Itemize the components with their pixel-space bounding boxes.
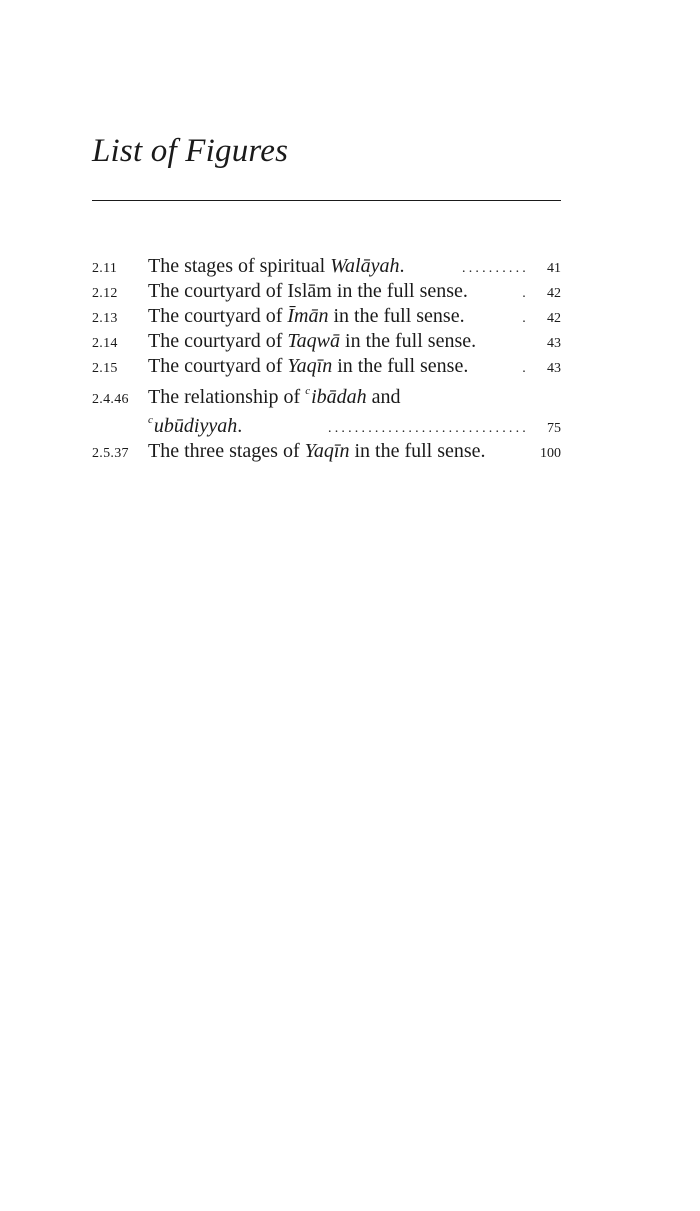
entry-line <box>148 355 529 380</box>
page-number: 100 <box>540 446 561 461</box>
caption-text: The three stages of <box>148 440 305 462</box>
figure-caption <box>148 255 404 278</box>
entry-body <box>148 440 529 463</box>
caption-italic: ibādah <box>311 386 367 408</box>
figure-number: 2.14 <box>92 336 118 351</box>
dot-leader: . <box>522 311 529 326</box>
figure-entry[interactable] <box>92 440 561 465</box>
dot-leader: . <box>522 286 529 301</box>
caption-italic: Taqwā <box>287 330 341 352</box>
page-number: 42 <box>547 311 561 326</box>
caption-text: and <box>366 386 401 408</box>
figure-entry[interactable] <box>92 330 561 355</box>
figure-number: 2.13 <box>92 311 118 326</box>
entry-line <box>148 409 529 440</box>
caption-text: . <box>399 255 405 277</box>
entry-body <box>148 305 529 330</box>
figure-caption <box>148 305 465 328</box>
entry-body <box>148 330 529 353</box>
caption-italic: Yaqīn <box>287 355 333 377</box>
caption-text: in the full sense. <box>332 355 469 377</box>
title-divider <box>92 200 561 201</box>
entry-line <box>148 280 529 305</box>
caption-text: The courtyard of <box>148 355 288 377</box>
dot-leader: .......... <box>462 261 529 276</box>
caption-italic: Īmān <box>287 305 329 327</box>
figure-number: 2.15 <box>92 361 118 376</box>
caption-italic: Walāyah <box>330 255 400 277</box>
entry-body <box>148 255 529 280</box>
figure-caption-continued <box>148 409 242 438</box>
caption-text: The courtyard of <box>148 305 288 327</box>
entry-body <box>148 355 529 380</box>
figure-caption <box>148 440 486 463</box>
dot-leader: .............................. <box>328 421 529 436</box>
caption-text: in the full sense. <box>349 440 486 462</box>
figure-entry[interactable] <box>92 280 561 305</box>
figure-caption <box>148 380 401 409</box>
ayn-mark: c <box>305 385 311 397</box>
caption-text: in the full sense. <box>328 305 465 327</box>
caption-italic: Yaqīn <box>304 440 350 462</box>
figure-entry[interactable] <box>92 305 561 330</box>
figure-number: 2.4.46 <box>92 392 129 407</box>
entry-body <box>148 280 529 305</box>
figure-caption <box>148 355 468 378</box>
figure-number: 2.5.37 <box>92 446 129 461</box>
caption-text: . <box>237 415 243 437</box>
caption-text: The courtyard of <box>148 330 288 352</box>
ayn-mark: c <box>148 414 153 426</box>
entry-line <box>148 380 529 409</box>
caption-text: The stages of spiritual <box>148 255 331 277</box>
dot-leader: . <box>522 361 529 376</box>
figure-entry[interactable] <box>92 355 561 380</box>
caption-text: The relationship of <box>148 386 306 408</box>
page-number: 43 <box>547 361 561 376</box>
figure-number: 2.11 <box>92 261 118 276</box>
figure-number: 2.12 <box>92 286 118 301</box>
entry-line <box>148 305 529 330</box>
caption-italic: ubūdiyyah <box>153 415 238 437</box>
figure-entry[interactable] <box>92 255 561 280</box>
list-of-figures <box>92 255 561 465</box>
figure-caption <box>148 330 476 353</box>
figure-entry[interactable] <box>92 380 561 440</box>
page-number: 41 <box>547 261 561 276</box>
entry-line <box>148 330 529 353</box>
entry-line <box>148 255 529 280</box>
page-title: List of Figures <box>92 133 289 169</box>
page-number: 42 <box>547 286 561 301</box>
caption-text: in the full sense. <box>340 330 477 352</box>
page-number: 43 <box>547 336 561 351</box>
page-number: 75 <box>547 421 561 436</box>
figure-caption: The courtyard of Islām in the full sense. <box>148 280 468 302</box>
entry-body <box>148 380 529 440</box>
entry-line <box>148 440 529 463</box>
